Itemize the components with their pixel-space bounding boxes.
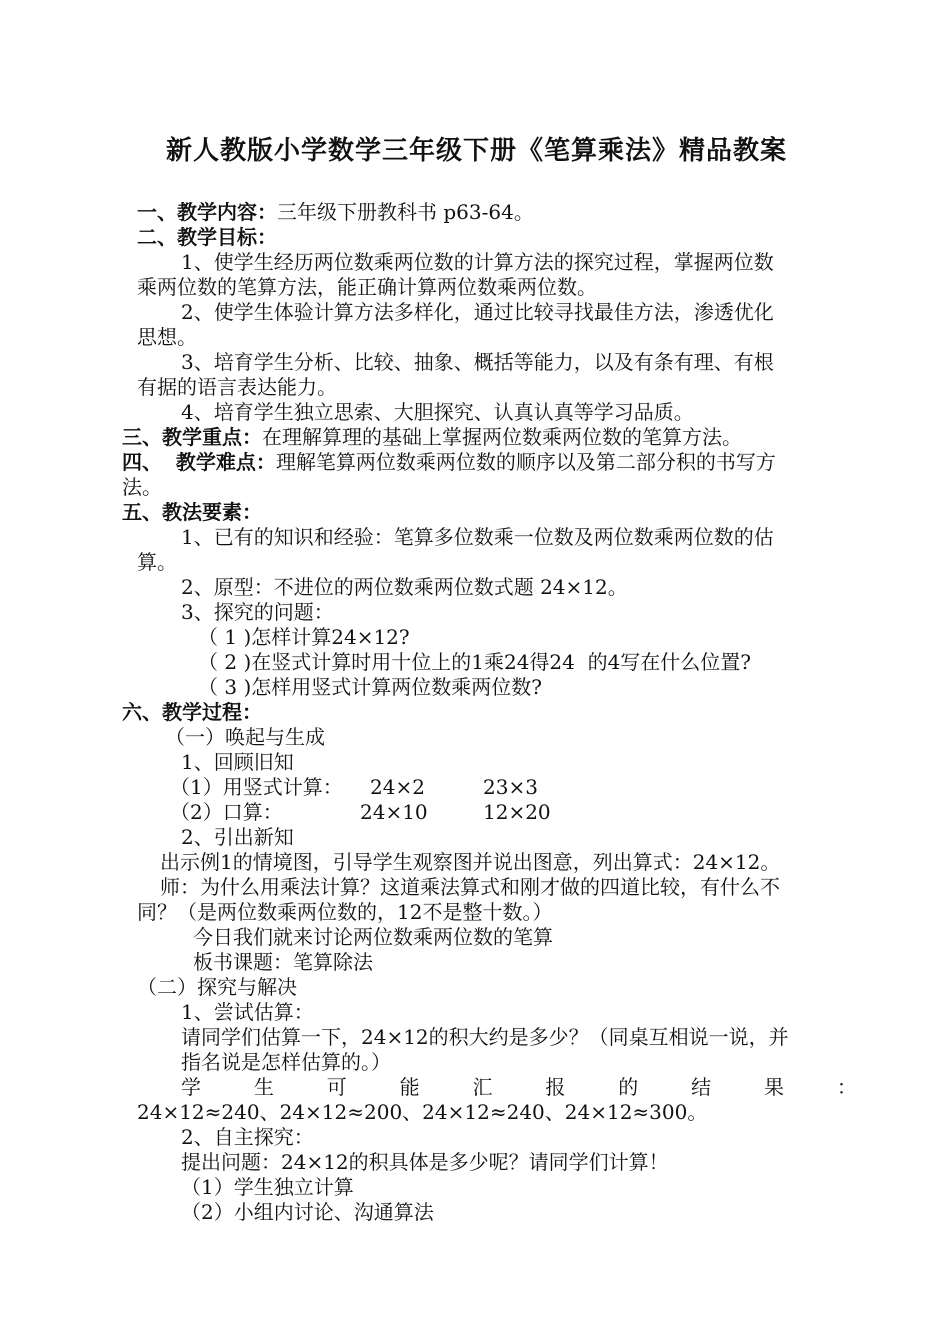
paragraph-line: （一）唤起与生成: [165, 725, 325, 749]
section-heading: 三、教学重点：: [122, 425, 262, 449]
exercise-label: （1）用竖式计算：: [170, 775, 343, 799]
section-heading: 二、教学目标：: [137, 225, 277, 249]
paragraph-line: 3、培育学生分析、比较、抽象、概括等能力，以及有条有理、有根: [181, 350, 774, 374]
section-key-points: [122, 425, 742, 449]
exercise-expression: 24×2: [370, 775, 425, 799]
paragraph-line: 1、使学生经历两位数乘两位数的计算方法的探究过程，掌握两位数: [181, 250, 774, 274]
exercise-label: （2）口算：: [170, 800, 283, 824]
section-heading: 四、 教学难点：: [122, 450, 276, 474]
paragraph-line: 指名说是怎样估算的。）: [181, 1050, 391, 1074]
justified-char: 可: [326, 1075, 347, 1099]
justified-char: 的: [618, 1075, 639, 1099]
justified-char: 果: [764, 1075, 784, 1099]
section-text: 在理解算理的基础上掌握两位数乘两位数的笔算方法。: [262, 425, 742, 449]
justified-char: 汇: [472, 1075, 493, 1099]
justified-char: 结: [691, 1075, 712, 1099]
paragraph-line: 乘两位数的笔算方法，能正确计算两位数乘两位数。: [137, 275, 597, 299]
paragraph-line: 1、已有的知识和经验：笔算多位数乘一位数及两位数乘两位数的估: [181, 525, 774, 549]
paragraph-line: 提出问题：24×12的积具体是多少呢？请同学们计算！: [181, 1150, 669, 1174]
exercise-expression: 12×20: [483, 800, 551, 824]
section-text: 三年级下册教科书 p63-64。: [277, 200, 534, 224]
section-difficulties: [122, 450, 776, 474]
paragraph-line: 算。: [137, 550, 177, 574]
justified-line: [181, 1075, 857, 1099]
justified-char: 能: [399, 1075, 420, 1099]
section-heading: 六、教学过程：: [122, 700, 262, 724]
section-heading: 五、教法要素：: [122, 500, 262, 524]
paragraph-line: [170, 800, 551, 824]
paragraph-line: 2、使学生体验计算方法多样化，通过比较寻找最佳方法，渗透优化: [181, 300, 774, 324]
exercise-expression: 23×3: [483, 775, 538, 799]
justified-char: 生: [253, 1075, 274, 1099]
exercise-expression: 24×10: [360, 800, 428, 824]
paragraph-line: 有据的语言表达能力。: [137, 375, 337, 399]
paragraph-line: 板书课题：笔算除法: [193, 950, 373, 974]
justified-char: ：: [836, 1075, 857, 1099]
paragraph-line: （2）小组内讨论、沟通算法: [181, 1200, 434, 1224]
paragraph-line: 2、引出新知: [181, 825, 294, 849]
paragraph-line: 师：为什么用乘法计算？这道乘法算式和刚才做的四道比较，有什么不: [160, 875, 780, 899]
paragraph-line: 1、回顾旧知: [181, 750, 294, 774]
question-item: （ 1 )怎样计算24×12?: [198, 625, 410, 649]
paragraph-line: 请同学们估算一下，24×12的积大约是多少？（同桌互相说一说，并: [181, 1025, 789, 1049]
paragraph-line: 2、自主探究：: [181, 1125, 314, 1149]
section-heading: 一、教学内容：: [137, 200, 277, 224]
paragraph-line: （二）探究与解决: [137, 975, 297, 999]
document-title: 新人教版小学数学三年级下册《笔算乘法》精品教案: [166, 136, 788, 166]
paragraph-line: 法。: [122, 475, 162, 499]
section-teaching-content: [137, 200, 534, 224]
paragraph-line: 2、原型：不进位的两位数乘两位数式题 24×12。: [181, 575, 628, 599]
paragraph-line: [170, 775, 538, 799]
paragraph-line: 出示例1的情境图，引导学生观察图并说出图意，列出算式：24×12。: [160, 850, 781, 874]
paragraph-line: 4、培育学生独立思索、大胆探究、认真认真等学习品质。: [181, 400, 694, 424]
justified-char: 学: [181, 1075, 201, 1099]
paragraph-line: 同？（是两位数乘两位数的，12不是整十数。）: [137, 900, 553, 924]
question-item: （ 2 )在竖式计算时用十位上的1乘24得24 的4写在什么位置?: [198, 650, 752, 674]
section-text: 理解笔算两位数乘两位数的顺序以及第二部分积的书写方: [275, 450, 776, 474]
paragraph-line: 1、尝试估算：: [181, 1000, 314, 1024]
paragraph-line: （1）学生独立计算: [181, 1175, 354, 1199]
paragraph-line: 3、探究的问题：: [181, 600, 334, 624]
question-item: （ 3 )怎样用竖式计算两位数乘两位数?: [198, 675, 542, 699]
paragraph-line: 24×12≈240、24×12≈200、24×12≈240、24×12≈300。: [137, 1100, 708, 1124]
justified-char: 报: [545, 1075, 566, 1099]
paragraph-line: 今日我们就来讨论两位数乘两位数的笔算: [193, 925, 553, 949]
paragraph-line: 思想。: [137, 325, 197, 349]
